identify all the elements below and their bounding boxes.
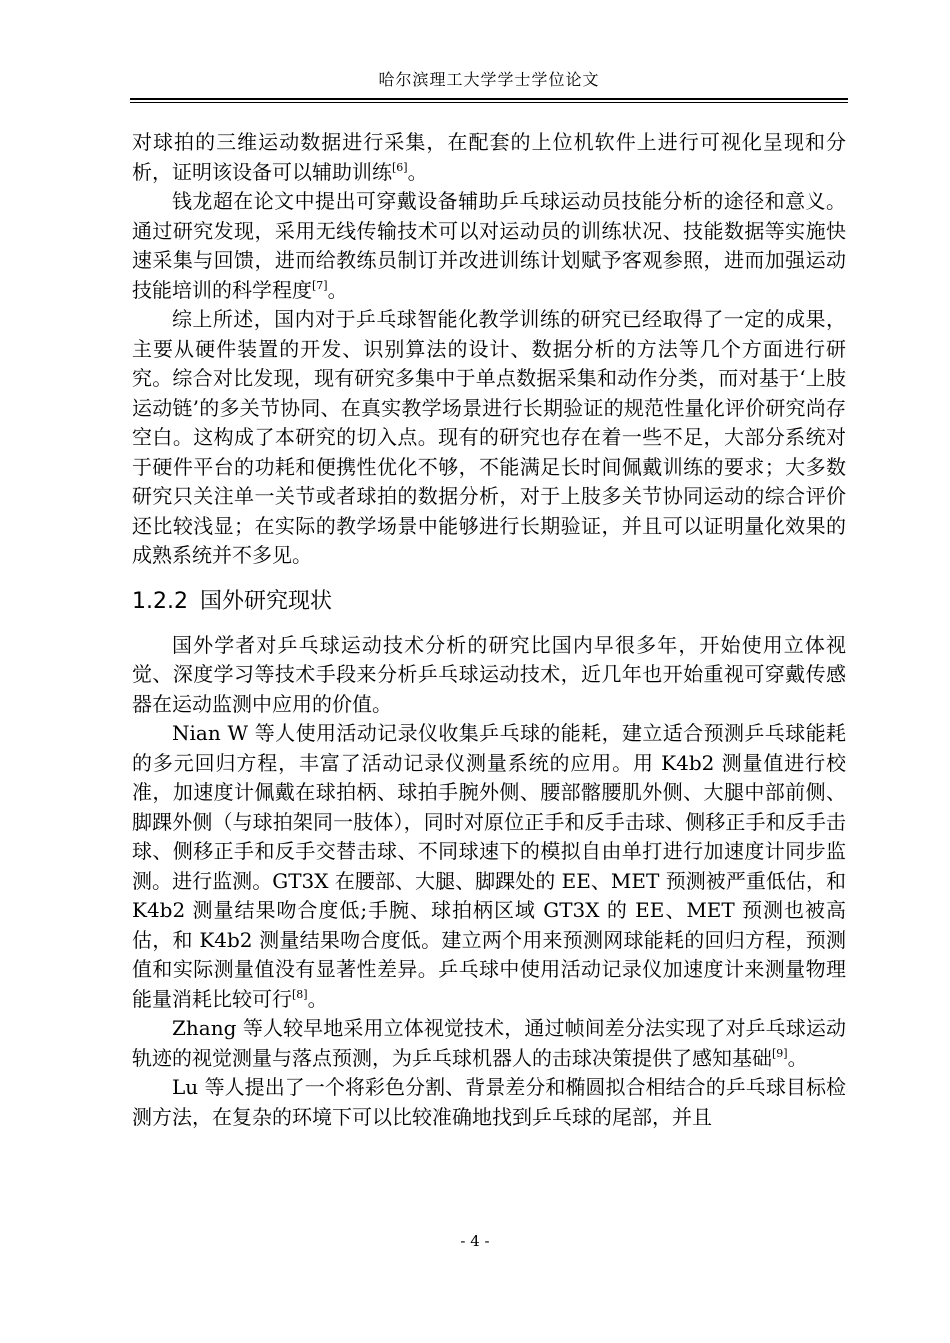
paragraph-tail: 。 [307, 986, 328, 1011]
header-rule-thin [130, 102, 848, 103]
citation-reference: [8] [292, 987, 308, 1001]
page-body [132, 128, 846, 1132]
paragraph-text: 对球拍的三维运动数据进行采集，在配套的上位机软件上进行可视化呈现和分析，证明该设备可以辅助训练 [132, 130, 846, 184]
body-paragraph [132, 631, 846, 720]
paragraph-tail: 。 [787, 1045, 808, 1070]
body-paragraph [132, 305, 846, 571]
citation-reference: [6] [392, 160, 408, 174]
body-paragraph [132, 1073, 846, 1132]
paragraph-text: Lu 等人提出了一个将彩色分割、背景差分和椭圆拟合相结合的乒乓球目标检测方法，在复杂的环境下可以比较准确地找到乒乓球的尾部，并且 [132, 1075, 846, 1129]
paragraph-text: Zhang 等人较早地采用立体视觉技术，通过帧间差分法实现了对乒乓球运动轨迹的视觉测量与落点预测，为乒乓球机器人的击球决策提供了感知基础 [132, 1016, 846, 1070]
body-paragraph [132, 719, 846, 1014]
page-number: - 4 - [460, 1232, 490, 1250]
paragraph-tail: 。 [327, 277, 348, 302]
paragraph-group-after-section [132, 631, 846, 1133]
paragraph-text: Nian W 等人使用活动记录仪收集乒乓球的能耗，建立适合预测乒乓球能耗的多元回归方程，丰富了活动记录仪测量系统的应用。用 K4b2 测量值进行校准，加速度计佩戴在球拍柄、球拍手腕外侧、腰部髂腰肌外侧、大腿中部前侧、脚踝外侧（与球拍架同一肢体），同时对原位正手和反手击球、侧移正手和反手击球、侧移正手和反手交替击球、不同球速下的模拟自由单打进行加速度计同步监测。进行监测。GT3X 在腰部、大腿、脚踝处的 EE、MET 预测被严重低估，和 K4b2 测量结果吻合度低;手腕、球拍柄区域 GT3X 的 EE、MET 预测也被高估，和 K4b2 测量结果吻合度低。建立两个用来预测网球能耗的回归方程，预测值和实际测量值没有显著性差异。乒乓球中使用活动记录仪加速度计来测量物理能量消耗比较可行 [132, 721, 846, 1011]
paragraph-tail: 。 [407, 159, 428, 184]
body-paragraph [132, 128, 846, 187]
section-number: 1.2.2 [132, 588, 188, 614]
section-title: 国外研究现状 [199, 588, 332, 614]
paragraph-text: 国外学者对乒乓球运动技术分析的研究比国内早很多年，开始使用立体视觉、深度学习等技术手段来分析乒乓球运动技术，近几年也开始重视可穿戴传感器在运动监测中应用的价值。 [132, 632, 846, 716]
paragraph-text: 综上所述，国内对于乒乓球智能化教学训练的研究已经取得了一定的成果，主要从硬件装置的开发、识别算法的设计、数据分析的方法等几个方面进行研究。综合对比发现，现有研究多集中于单点数据采集和动作分类，而对基于‘上肢运动链’的多关节协同、在真实教学场景进行长期验证的规范性量化评价研究尚存空白。这构成了本研究的切入点。现有的研究也存在着一些不足，大部分系统对于硬件平台的功耗和便携性优化不够，不能满足长时间佩戴训练的要求；大多数研究只关注单一关节或者球拍的数据分析，对于上肢多关节协同运动的综合评价还比较浅显；在实际的教学场景中能够进行长期验证，并且可以证明量化效果的成熟系统并不多见。 [132, 307, 846, 567]
section-heading [132, 587, 846, 617]
body-paragraph [132, 187, 846, 305]
citation-reference: [7] [312, 278, 328, 292]
body-paragraph [132, 1014, 846, 1073]
paragraph-text: 钱龙超在论文中提出可穿戴设备辅助乒乓球运动员技能分析的途径和意义。通过研究发现，采用无线传输技术可以对运动员的训练状况、技能数据等实施快速采集与回馈，进而给教练员制订并改进训练计划赋予客观参照，进而加强运动技能培训的科学程度 [132, 189, 846, 302]
page-header-title: 哈尔滨理工大学学士学位论文 [378, 70, 600, 89]
citation-reference: [9] [772, 1046, 788, 1060]
header-rule-thick [130, 98, 848, 100]
paragraph-group-before-section [132, 128, 846, 571]
